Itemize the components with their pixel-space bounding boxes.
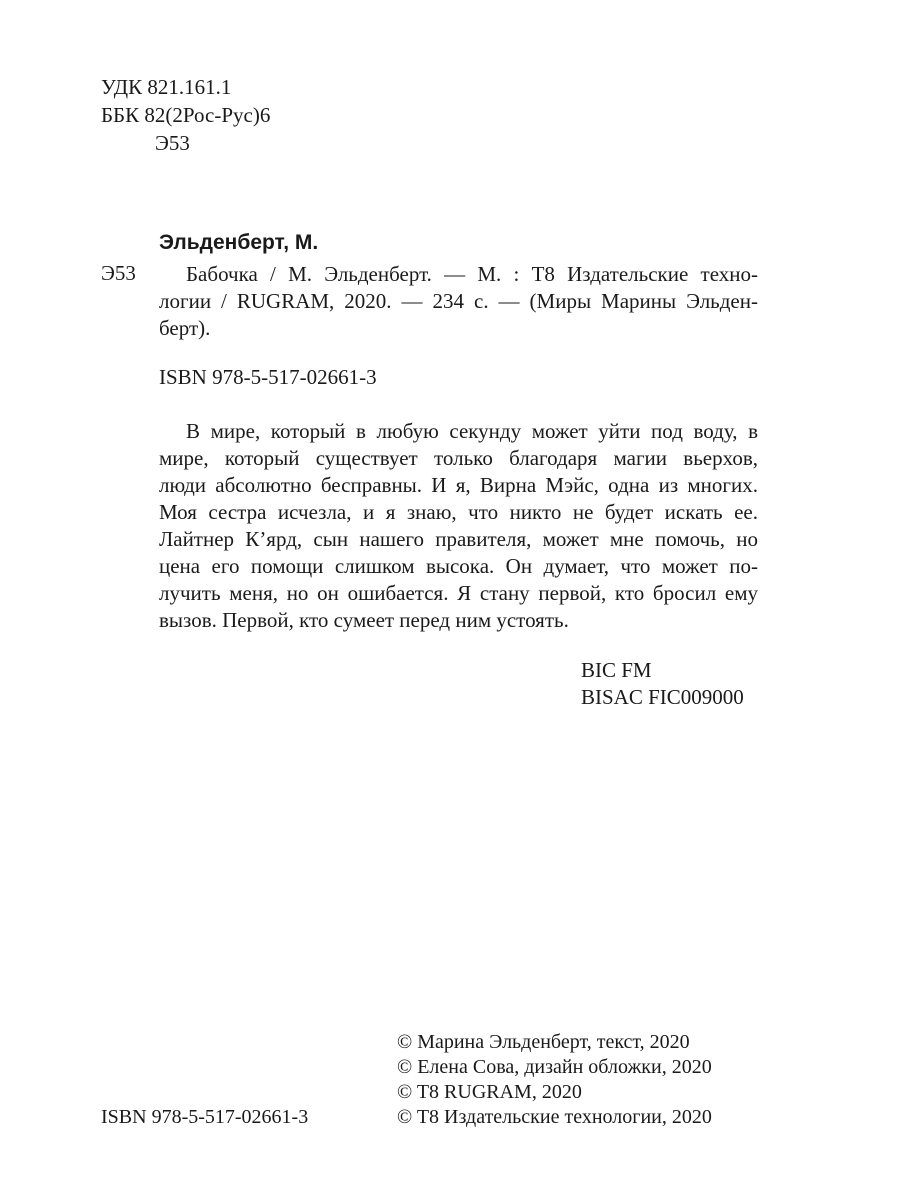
- annotation-line-3: люди абсолютно бесправны. И я, Вирна Мэйс, одна из многих.: [159, 473, 758, 497]
- annotation-line-6: цена его помощи слишком высока. Он думает, что может по-: [159, 554, 758, 578]
- record-isbn: ISBN 978-5-517-02661-3: [159, 365, 377, 389]
- bisac-code: BISAC FIC009000: [581, 685, 744, 709]
- copyright-line-4: © T8 Издательские технологии, 2020: [397, 1106, 712, 1128]
- copyright-line-1: © Марина Эльденберт, текст, 2020: [397, 1031, 690, 1053]
- annotation-line-4: Моя сестра исчезла, и я знаю, что никто не будет искать ее.: [159, 500, 758, 524]
- copyright-line-3: © T8 RUGRAM, 2020: [397, 1081, 582, 1103]
- author-heading: Эльденберт, М.: [159, 231, 319, 254]
- record-author-mark: Э53: [101, 261, 136, 285]
- udk-code: УДК 821.161.1: [101, 75, 232, 99]
- annotation-line-2: мире, который существует только благодаря магии вьерхов,: [159, 446, 758, 470]
- copyright-line-2: © Елена Сова, дизайн обложки, 2020: [397, 1056, 712, 1078]
- annotation-line-1: В мире, который в любую секунду может уйти под воду, в: [186, 419, 758, 443]
- record-line-2: логии / RUGRAM, 2020. — 234 с. — (Миры Марины Эльден-: [159, 289, 758, 313]
- bic-code: BIC FM: [581, 658, 652, 682]
- annotation-line-8: вызов. Первой, кто сумеет перед ним устоять.: [159, 608, 569, 632]
- bbk-code: ББК 82(2Рос-Рус)6: [101, 103, 271, 127]
- record-line-3: берт).: [159, 316, 211, 340]
- footer-isbn: ISBN 978-5-517-02661-3: [101, 1106, 309, 1128]
- annotation-line-7: лучить меня, но он ошибается. Я стану первой, кто бросил ему: [159, 581, 758, 605]
- author-mark: Э53: [155, 131, 190, 155]
- record-line-1: Бабочка / М. Эльденберт. — М. : T8 Издательские техно-: [186, 262, 758, 286]
- annotation-line-5: Лайтнер К’ярд, сын нашего правителя, может мне помочь, но: [159, 527, 758, 551]
